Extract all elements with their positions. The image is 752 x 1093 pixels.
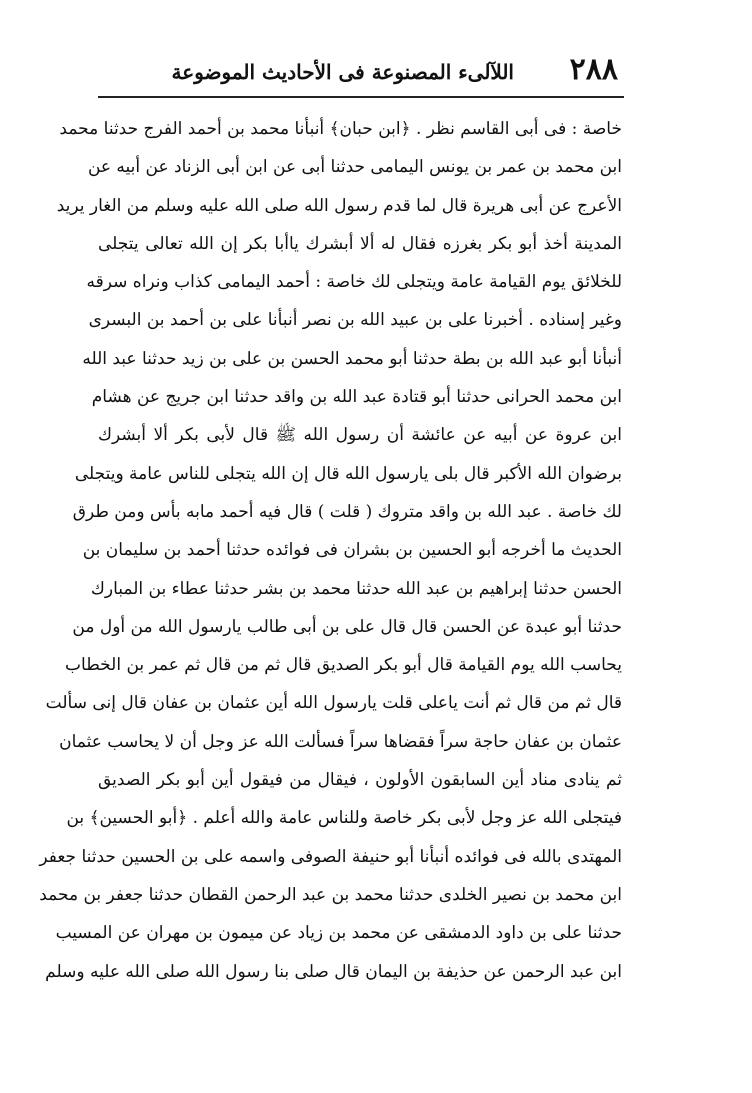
text-line: قال ثم من قال ثم أنت ياعلى قلت يارسول الله أين عثمان بن عفان قال إنى سألت bbox=[45, 693, 622, 714]
text-line: ثم ينادى مناد أين السابقون الأولون ، فيقال من فيقول أين أبو بكر الصديق bbox=[98, 770, 622, 791]
text-line: وغير إسناده . أخبرنا على بن عبيد الله بن نصر أنبأنا على بن أحمد بن البسرى bbox=[88, 310, 622, 331]
text-line: خاصة : فى أبى القاسم نظر . ﴿ابن حبان﴾ أنبأنا محمد بن أحمد الفرج حدثنا محمد bbox=[59, 119, 622, 139]
text-line: المدينة أخذ أبو بكر بغرزه فقال له ألا أبشرك ياأبا بكر إن الله تعالى يتجلى bbox=[98, 233, 622, 254]
text-line: المهتدى بالله فى فوائده أنبأنا أبو حنيفة الصوفى واسمه على بن الحسين حدثنا جعفر bbox=[39, 846, 622, 867]
text-line: أنبأنا أبو عبد الله بن بطة حدثنا أبو محمد الحسن بن على بن زيد حدثنا عبد الله bbox=[82, 348, 622, 369]
text-line: لك خاصة . عبد الله بن واقد متروك ( قلت ) قال فيه أحمد مابه بأس ومن طرق bbox=[72, 501, 622, 522]
text-line: الحديث ما أخرجه أبو الحسين بن بشران فى فوائده حدثنا أحمد بن سليمان بن bbox=[82, 540, 622, 561]
text-line: الحسن حدثنا إبراهيم بن عبد الله حدثنا محمد بن بشر حدثنا عطاء بن المبارك bbox=[90, 578, 622, 599]
page-number: ٢٨٨ bbox=[569, 52, 618, 87]
text-line: حدثنا أبو عبدة عن الحسن قال قال على بن أبى طالب يارسول الله من أول من bbox=[72, 616, 622, 637]
text-line: ابن محمد الحرانى حدثنا أبو قتادة عبد الله بن واقد حدثنا ابن جريج عن هشام bbox=[91, 387, 622, 408]
text-line: ابن محمد بن عمر بن يونس اليمامى حدثنا أبى عن ابن أبى الزناد عن أبيه عن bbox=[87, 157, 622, 178]
text-line: الأعرج عن أبى هريرة قال لما قدم رسول الله صلى الله عليه وسلم من الغار يريد bbox=[56, 195, 622, 216]
text-line: ابن عبد الرحمن عن حذيفة بن اليمان قال صلى بنا رسول الله صلى الله عليه وسلم bbox=[45, 961, 622, 982]
text-line: للخلائق يوم القيامة عامة ويتجلى لك خاصة : أحمد اليمامى كذاب ونراه سرقه bbox=[86, 272, 622, 293]
text-line: برضوان الله الأكبر قال بلى يارسول الله قال إن الله يتجلى للناس عامة ويتجلى bbox=[74, 463, 622, 484]
page-header bbox=[98, 50, 622, 96]
body-text bbox=[39, 110, 622, 991]
text-line: يحاسب الله يوم القيامة قال أبو بكر الصديق قال ثم من قال ثم عمر بن الخطاب bbox=[65, 655, 622, 676]
text-line: ابن محمد بن نصير الخلدى حدثنا محمد بن عبد الرحمن القطان حدثنا جعفر بن محمد bbox=[39, 884, 622, 905]
text-line: فيتجلى الله عز وجل لأبى بكر خاصة وللناس عامة والله أعلم . ﴿أبو الحسين﴾ بن bbox=[66, 808, 622, 829]
running-title: اللآلىء المصنوعة فى الأحاديث الموضوعة bbox=[171, 60, 514, 84]
text-line: عثمان بن عفان حاجة سراً فقضاها سراً فسألت الله عز وجل أن لا يحاسب عثمان bbox=[59, 731, 622, 752]
text-line: ابن عروة عن أبيه عن عائشة أن رسول الله ﷺ قال لأبى بكر ألا أبشرك bbox=[98, 425, 622, 446]
text-line: حدثنا على بن داود الدمشقى عن محمد بن زياد عن ميمون بن مهران عن المسيب bbox=[55, 923, 622, 944]
header-rule bbox=[98, 96, 624, 98]
